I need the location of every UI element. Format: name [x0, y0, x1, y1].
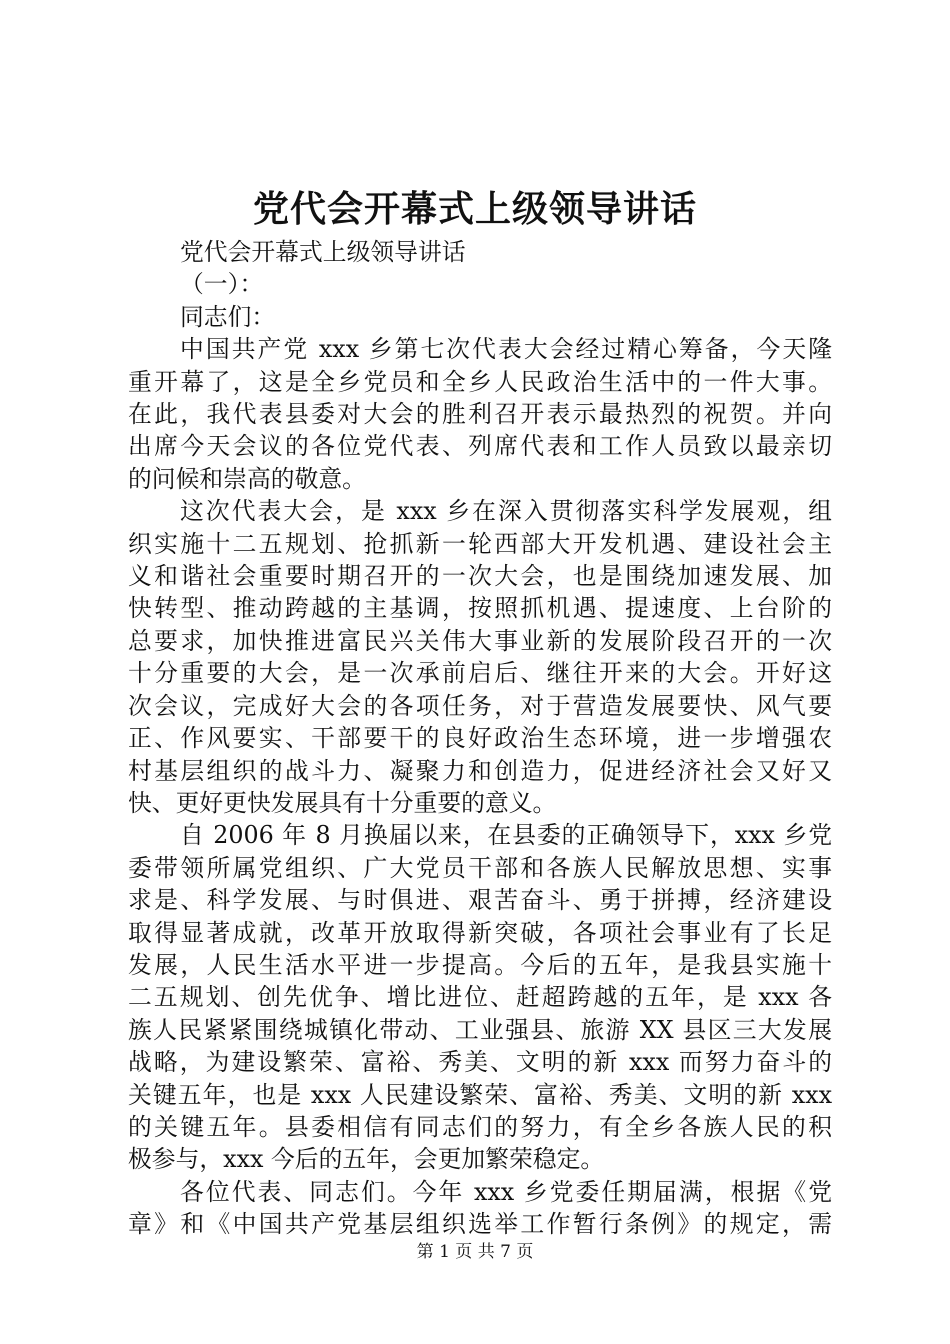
body-line: 极参与，xxx 今后的五年，会更加繁荣稳定。	[128, 1145, 605, 1174]
body-line: 发展，人民生活水平进一步提高。今后的五年，是我县实施十	[128, 950, 832, 979]
document-body	[128, 236, 832, 1241]
body-line: 章》和《中国共产党基层组织选举工作暂行条例》的规定，需	[128, 1210, 832, 1239]
body-line: 关键五年，也是 xxx 人民建设繁荣、富裕、秀美、文明的新 xxx	[128, 1080, 832, 1109]
body-line: 委带领所属党组织、广大党员干部和各族人民解放思想、实事	[128, 853, 832, 882]
body-line: 出席今天会议的各位党代表、列席代表和工作人员致以最亲切	[128, 432, 832, 461]
body-line: 党代会开幕式上级领导讲话	[180, 238, 466, 266]
body-line: 取得显著成就，改革开放取得新突破，各项社会事业有了长足	[128, 918, 832, 947]
body-line: 织实施十二五规划、抢抓新一轮西部大开发机遇、建设社会主	[128, 529, 832, 558]
body-line: 的问候和崇高的敬意。	[128, 464, 366, 493]
body-line: 次会议，完成好大会的各项任务，对于营造发展要快、风气要	[128, 691, 832, 720]
body-line: 战略，为建设繁荣、富裕、秀美、文明的新 xxx 而努力奋斗的	[128, 1048, 832, 1077]
body-line: 中国共产党 xxx 乡第七次代表大会经过精心筹备，今天隆	[180, 335, 832, 364]
body-line: 总要求，加快推进富民兴关伟大事业新的发展阶段召开的一次	[128, 626, 832, 655]
body-line: 同志们：	[180, 302, 276, 331]
body-line: 义和谐社会重要时期召开的一次大会，也是围绕加速发展、加	[128, 562, 832, 591]
body-line: 自 2006 年 8 月换届以来，在县委的正确领导下，xxx 乡党	[180, 821, 832, 850]
body-line: 在此，我代表县委对大会的胜利召开表示最热烈的祝贺。并向	[128, 400, 832, 429]
body-line: 快、更好更快发展具有十分重要的意义。	[128, 788, 557, 817]
page-footer: 第 1 页 共 7 页	[416, 1242, 534, 1262]
body-line: 求是、科学发展、与时俱进、艰苦奋斗、勇于拼搏，经济建设	[128, 886, 832, 915]
body-line: 重开幕了，这是全乡党员和全乡人民政治生活中的一件大事。	[128, 367, 832, 396]
body-line: 各位代表、同志们。今年 xxx 乡党委任期届满，根据《党	[180, 1177, 832, 1206]
body-line: 的关键五年。县委相信有同志们的努力，有全乡各族人民的积	[128, 1112, 832, 1141]
body-line: 村基层组织的战斗力、凝聚力和创造力，促进经济社会又好又	[128, 756, 832, 785]
body-line: 这次代表大会，是 xxx 乡在深入贯彻落实科学发展观，组	[180, 497, 832, 526]
body-line: 快转型、推动跨越的主基调，按照抓机遇、提速度、上台阶的	[128, 594, 832, 623]
body-line: 十分重要的大会，是一次承前启后、继往开来的大会。开好这	[128, 659, 832, 688]
body-line: 二五规划、创先优争、增比进位、赶超跨越的五年，是 xxx 各	[128, 983, 832, 1012]
body-line: 族人民紧紧围绕城镇化带动、工业强县、旅游 XX 县区三大发展	[128, 1015, 832, 1044]
body-line: （一）：	[180, 270, 264, 299]
body-line: 正、作风要实、干部要干的良好政治生态环境，进一步增强农	[128, 724, 832, 753]
document-title: 党代会开幕式上级领导讲话	[252, 188, 697, 230]
